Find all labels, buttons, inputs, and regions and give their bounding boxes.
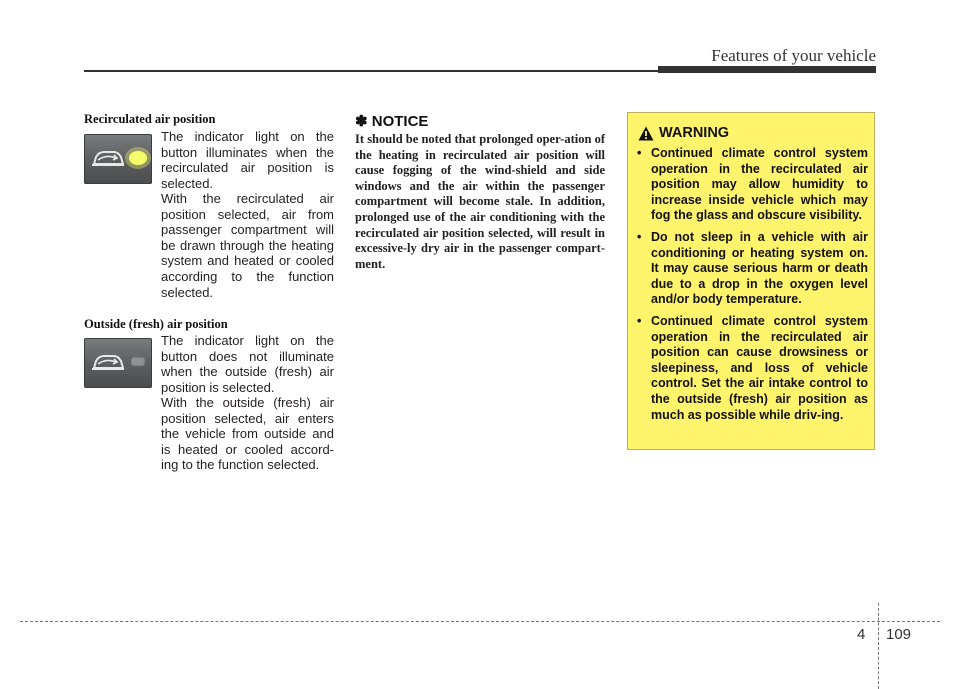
outside-paragraph-1: The indicator light on the button does not illuminate when the outside (fresh) air position is selected. [161, 333, 334, 395]
running-header-title: Features of your vehicle [711, 46, 876, 65]
notice-title-text: NOTICE [371, 113, 429, 130]
warning-triangle-icon [638, 126, 654, 141]
notice-symbol-icon: ✽ [355, 113, 368, 130]
recirculated-paragraph-2: With the recirculated air position selected, air from passenger compartment will be drawn through the heating system and heated or cooled according to the function selected. [161, 191, 334, 300]
notice-title [355, 112, 428, 130]
recirculated-paragraph-1: The indicator light on the button illuminates when the recirculated air position is selected. [161, 129, 334, 191]
warning-list [636, 146, 868, 429]
warning-heading [638, 125, 729, 141]
warning-item: • Continued climate control system operation in the recirculated air position may allow humidity to increase inside vehicle which may fog the glass and obscure visibility. [637, 146, 868, 223]
chapter-number: 4 [857, 626, 866, 643]
recirculated-heading: Recirculated air position [84, 112, 216, 126]
header-tab-bar [658, 66, 876, 73]
footer-rule [20, 621, 940, 622]
fresh-air-button-icon [84, 338, 152, 388]
page-number: 109 [886, 626, 912, 643]
warning-item: • Do not sleep in a vehicle with air conditioning or heating system on. It may cause serious harm or death due to a drop in the oxygen level and/or body temperature. [637, 229, 868, 307]
notice-body: It should be noted that prolonged oper-ation of the heating in recirculated air position will cause fogging of the wind-shield and side windows and the air within the passenger compartment will become stale. In addition, prolonged use of the air conditioning with the recirculated air position selected, will result in excessive-ly dry air in the passenger compart-ment. [355, 132, 605, 271]
footer-divider [878, 603, 879, 689]
outside-heading: Outside (fresh) air position [84, 317, 228, 331]
recirculated-air-button-icon [84, 134, 152, 184]
warning-box [627, 112, 875, 450]
warning-item: • Continued climate control system operation in the recirculated air position can cause drowsiness or sleepiness, and loss of vehicle control. Set the air intake control to the outside (fresh) air position as much as possible while driv-ing. [637, 313, 868, 422]
outside-paragraph-2: With the outside (fresh) air position selected, air enters the vehicle from outside and is heated or cooled accord-ing to the function selected. [161, 395, 334, 473]
warning-title: WARNING [659, 125, 730, 141]
